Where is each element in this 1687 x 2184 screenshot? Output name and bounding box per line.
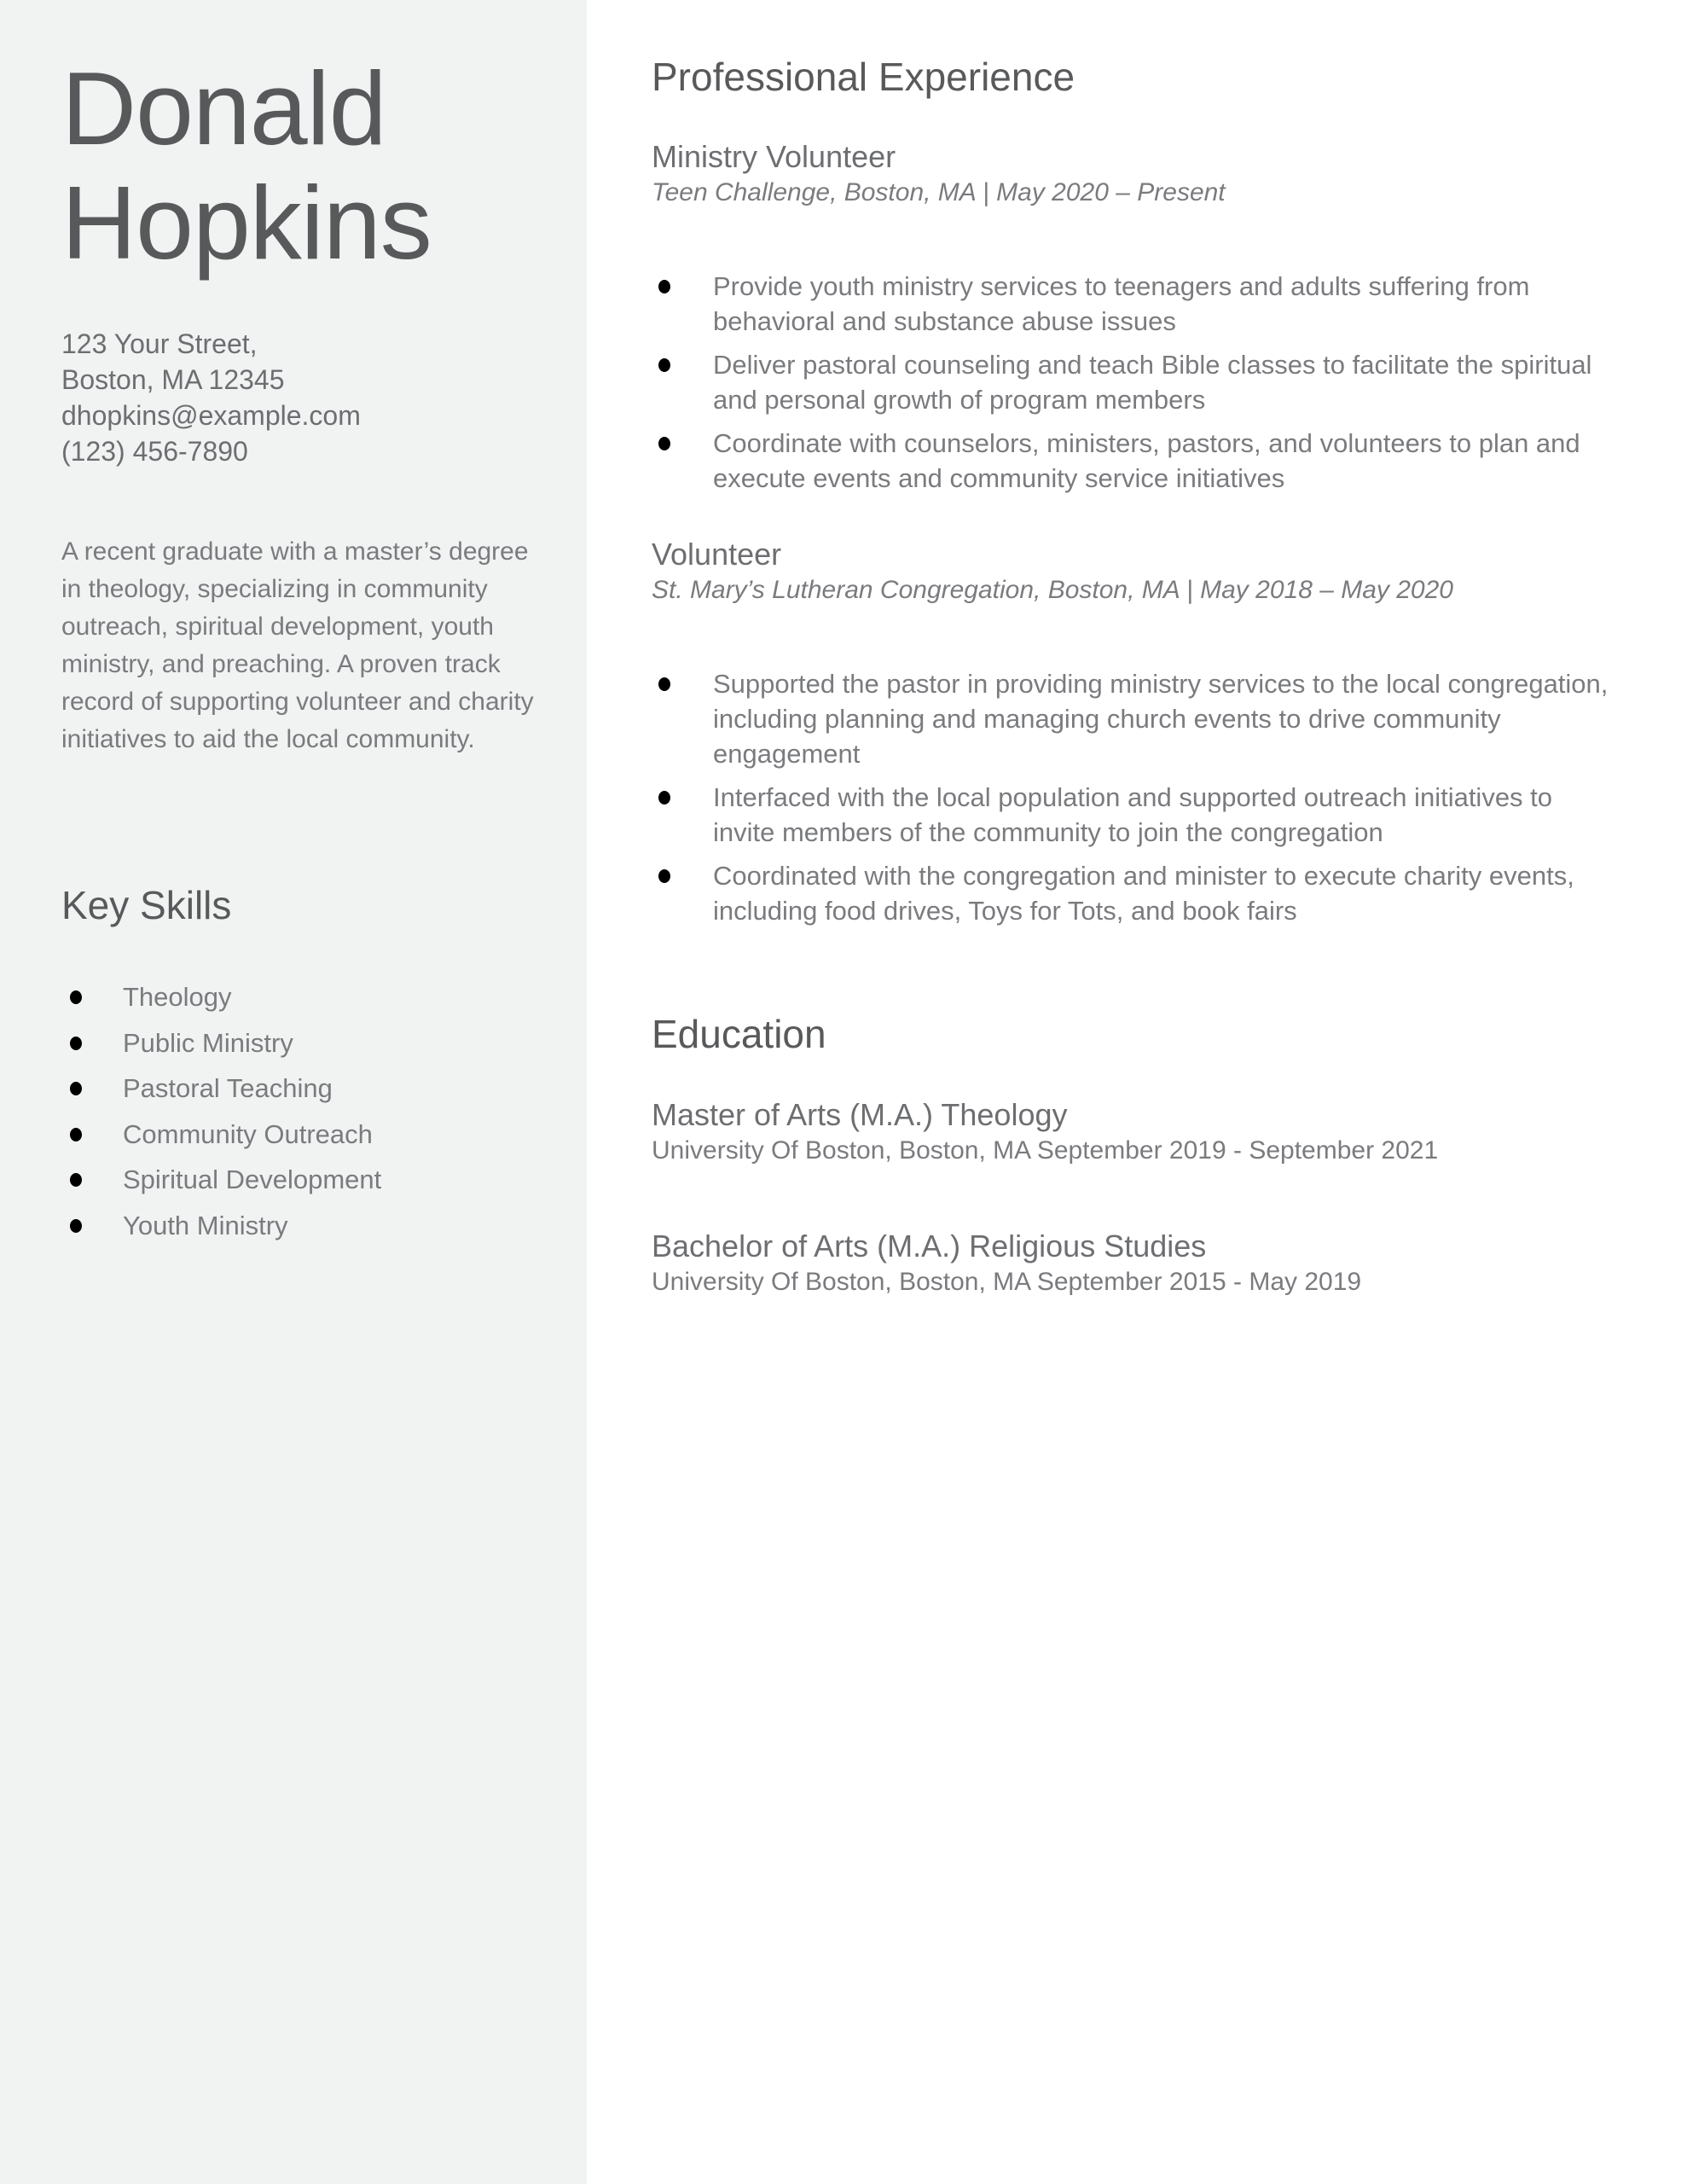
bullet-icon bbox=[658, 869, 670, 883]
job-bullet bbox=[652, 666, 1615, 771]
skill-label: Youth Ministry bbox=[123, 1210, 288, 1240]
job-bullets bbox=[652, 269, 1615, 504]
job-bullet bbox=[652, 780, 1615, 850]
bullet-icon bbox=[70, 1037, 82, 1050]
education-meta: University Of Boston, Boston, MA September 2015 - May 2019 bbox=[652, 1268, 1362, 1296]
job-entry bbox=[652, 138, 1632, 210]
phone: (123) 456-7890 bbox=[61, 436, 248, 467]
street-address: 123 Your Street, bbox=[61, 328, 258, 359]
job-title: Ministry Volunteer bbox=[652, 139, 896, 174]
skill-item bbox=[61, 1020, 381, 1066]
skill-label: Theology bbox=[123, 982, 232, 1012]
education-entry bbox=[652, 1096, 1632, 1168]
contact-info bbox=[61, 326, 361, 469]
experience-heading: Professional Experience bbox=[652, 55, 1075, 99]
job-bullet bbox=[652, 426, 1615, 496]
key-skills-heading: Key Skills bbox=[61, 883, 232, 927]
job-bullet bbox=[652, 269, 1615, 339]
skill-label: Community Outreach bbox=[123, 1118, 373, 1149]
bullet-icon bbox=[658, 358, 670, 372]
skill-item bbox=[61, 1112, 381, 1158]
bullet-icon bbox=[70, 1219, 82, 1233]
skill-item bbox=[61, 974, 381, 1020]
last-name: Hopkins bbox=[61, 165, 432, 281]
degree: Bachelor of Arts (M.A.) Religious Studies bbox=[652, 1228, 1207, 1263]
skill-item bbox=[61, 1203, 381, 1249]
job-bullet bbox=[652, 858, 1615, 928]
bullet-icon bbox=[70, 1082, 82, 1095]
bullet-text: Coordinate with counselors, ministers, pastors, and volunteers to plan and execute events and community service initiatives bbox=[713, 428, 1580, 493]
bullet-text: Supported the pastor in providing ministry services to the local congregation, including planning and managing church events to drive community engagement bbox=[713, 669, 1609, 769]
bullet-icon bbox=[658, 280, 670, 293]
degree: Master of Arts (M.A.) Theology bbox=[652, 1097, 1068, 1132]
job-meta: St. Mary’s Lutheran Congregation, Boston, MA | May 2018 – May 2020 bbox=[652, 576, 1453, 604]
education-heading: Education bbox=[652, 1012, 826, 1056]
bullet-icon bbox=[70, 1173, 82, 1187]
bullet-icon bbox=[658, 677, 670, 691]
bullet-icon bbox=[70, 1128, 82, 1141]
bullet-icon bbox=[70, 990, 82, 1004]
bullet-icon bbox=[658, 437, 670, 450]
job-title: Volunteer bbox=[652, 537, 782, 572]
bullet-text: Deliver pastoral counseling and teach Bible classes to facilitate the spiritual and personal growth of program members bbox=[713, 350, 1592, 415]
bullet-text: Interfaced with the local population and supported outreach initiatives to invite members of the community to join the congregation bbox=[713, 782, 1553, 847]
bullet-text: Coordinated with the congregation and minister to execute charity events, including food drives, Toys for Tots, and book fairs bbox=[713, 861, 1574, 926]
education-meta: University Of Boston, Boston, MA September 2019 - September 2021 bbox=[652, 1136, 1439, 1165]
summary: A recent graduate with a master’s degree in theology, specializing in community outreach, spiritual development, youth ministry, and preaching. A proven track record of supporting volunteer and charity initiatives to aid the local community. bbox=[61, 537, 534, 753]
skill-item bbox=[61, 1157, 381, 1203]
skill-label: Spiritual Development bbox=[123, 1165, 382, 1195]
bullet-icon bbox=[658, 791, 670, 804]
skill-label: Public Ministry bbox=[123, 1027, 293, 1058]
education-entry bbox=[652, 1228, 1632, 1299]
job-bullets bbox=[652, 666, 1615, 937]
skill-label: Pastoral Teaching bbox=[123, 1073, 333, 1104]
job-bullet bbox=[652, 347, 1615, 417]
candidate-name bbox=[61, 51, 432, 280]
skills-list bbox=[61, 974, 381, 1249]
job-meta: Teen Challenge, Boston, MA | May 2020 – Present bbox=[652, 178, 1226, 206]
skill-item bbox=[61, 1066, 381, 1112]
job-entry bbox=[652, 536, 1632, 607]
bullet-text: Provide youth ministry services to teenagers and adults suffering from behavioral and substance abuse issues bbox=[713, 271, 1530, 336]
email: dhopkins@example.com bbox=[61, 400, 361, 431]
city-address: Boston, MA 12345 bbox=[61, 364, 285, 395]
first-name: Donald bbox=[61, 50, 386, 166]
